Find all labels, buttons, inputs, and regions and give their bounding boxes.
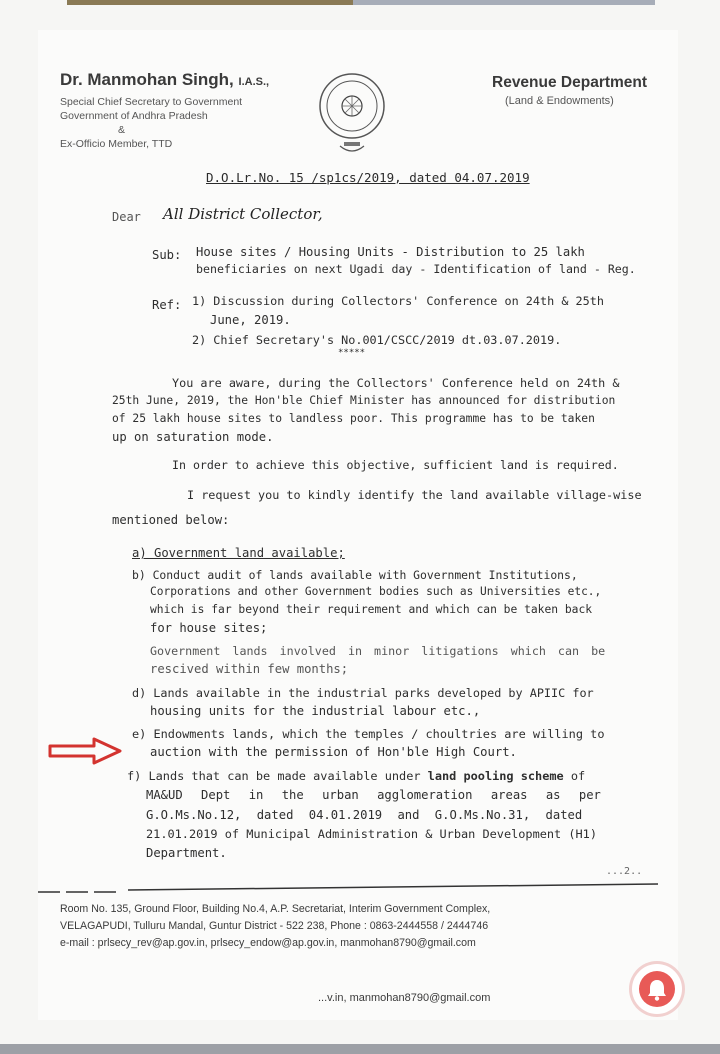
bottom-bar (0, 1044, 720, 1054)
paragraph-1-line-4: up on saturation mode. (112, 430, 274, 444)
footer-address-line-2: VELAGAPUDI, Tulluru Mandal, Guntur District - 522 238, Phone : 0863-2444558 / 2444746 (60, 920, 489, 932)
item-f-line-1: f) Lands that can be made available under land pooling scheme of (127, 769, 586, 783)
paragraph-1-line-3: of 25 lakh house sites to landless poor. This programme has to be taken (112, 412, 595, 425)
top-bar-left (67, 0, 353, 5)
ref-1-line-1: 1) Discussion during Collectors' Conference on 24th & 25th (192, 294, 604, 308)
official-title-1: Special Chief Secretary to Government (60, 96, 243, 108)
paragraph-3-line-2: mentioned below: (112, 513, 230, 527)
subject-label: Sub: (152, 248, 182, 262)
reference-number: D.O.Lr.No. 15 /sp1cs/2019, dated 04.07.2019 (206, 170, 530, 185)
item-f-line-5: Department. (146, 846, 227, 860)
item-b-line-3: which is far beyond their requirement and which can be taken back (150, 603, 593, 616)
item-e-line-1: e) Endowments lands, which the temples / choultries are willing to (132, 727, 605, 741)
item-c-line-2: rescived within few months; (150, 662, 349, 676)
handwritten-addressee: All District Collector, (163, 205, 323, 223)
item-c-line-1: Government lands involved in minor litigations which can be (150, 644, 606, 658)
ref-2: 2) Chief Secretary's No.001/CSCC/2019 dt.03.07.2019. (192, 333, 562, 347)
department-subtitle: (Land & Endowments) (505, 95, 614, 107)
notification-bell-button[interactable] (632, 964, 682, 1014)
paragraph-3-line-1: I request you to kindly identify the land available village-wise (187, 488, 642, 502)
item-e-line-2: auction with the permission of Hon'ble High Court. (150, 745, 517, 759)
subject-line-1: House sites / Housing Units - Distribution to 25 lakh (196, 245, 585, 259)
item-f-line-2: MA&UD Dept in the urban agglomeration areas as per (146, 788, 601, 802)
official-title-2: Government of Andhra Pradesh (60, 110, 208, 122)
item-d-line-1: d) Lands available in the industrial parks developed by APIIC for (132, 686, 594, 700)
footer-email-line: e-mail : prlsecy_rev@ap.gov.in, prlsecy_endow@ap.gov.in, manmohan8790@gmail.com (60, 937, 476, 949)
paragraph-1-line-1: You are aware, during the Collectors' Conference held on 24th & (172, 376, 620, 390)
ref-1-line-2: June, 2019. (210, 313, 291, 327)
official-title-3: Ex-Officio Member, TTD (60, 138, 173, 150)
item-b-line-1: b) Conduct audit of lands available with Government Institutions, (132, 568, 578, 582)
item-d-line-2: housing units for the industrial labour etc., (150, 704, 481, 718)
paragraph-1-line-2: 25th June, 2019, the Hon'ble Chief Minister has announced for distribution (112, 394, 616, 407)
item-f-line-3: G.O.Ms.No.12, dated 04.01.2019 and G.O.Ms.No.31, dated (146, 808, 583, 822)
separator-stars: ***** (338, 348, 366, 358)
ampersand: & (118, 124, 126, 136)
page-continuation: ...2.. (606, 866, 643, 877)
official-name: Dr. Manmohan Singh, I.A.S., (60, 70, 270, 89)
top-bar-right (353, 0, 655, 5)
paragraph-2: In order to achieve this objective, sufficient land is required. (172, 458, 619, 472)
subject-line-2: beneficiaries on next Ugadi day - Identification of land - Reg. (196, 262, 636, 276)
footer-divider (38, 880, 663, 896)
item-b-line-4: for house sites; (150, 621, 268, 635)
government-seal-icon (316, 70, 388, 162)
red-arrow-icon (48, 736, 122, 766)
department-name: Revenue Department (492, 74, 648, 91)
item-a: a) Government land available; (132, 546, 345, 560)
item-f-line-4: 21.01.2019 of Municipal Administration & Urban Development (H1) (146, 827, 598, 841)
salutation-dear: Dear (112, 210, 141, 224)
bell-icon (639, 971, 675, 1007)
ref-label: Ref: (152, 298, 182, 312)
footer-duplicate-fragment: ...v.in, manmohan8790@gmail.com (318, 992, 491, 1004)
item-b-line-2: Corporations and other Government bodies such as Universities etc., (150, 585, 602, 598)
footer-address-line-1: Room No. 135, Ground Floor, Building No.4, A.P. Secretariat, Interim Government Complex, (60, 903, 491, 915)
